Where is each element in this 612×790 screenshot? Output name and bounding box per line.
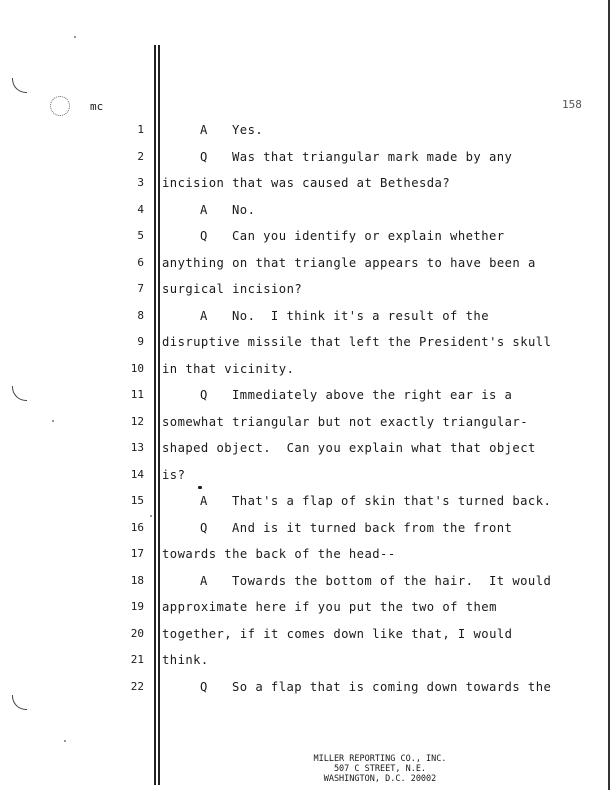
line-number: 7 — [137, 282, 144, 295]
transcript-line — [162, 415, 592, 429]
speck — [64, 740, 66, 742]
reporter-initials: mc — [90, 100, 104, 113]
line-text: towards the back of the head-- — [162, 547, 396, 561]
transcript-line — [162, 627, 592, 641]
line-number: 21 — [130, 653, 144, 666]
line-number: 12 — [130, 414, 144, 428]
line-text: Was that triangular mark made by any — [232, 149, 513, 164]
transcript-line — [162, 441, 592, 455]
line-text: together, if it comes down like that, I would — [162, 626, 513, 641]
right-edge-rule — [608, 0, 610, 790]
speaker-label: A — [200, 308, 208, 323]
reporter-name: MILLER REPORTING CO., INC. — [313, 754, 447, 764]
line-text: somewhat triangular but not exactly triangular- — [162, 414, 529, 429]
speck — [150, 515, 152, 517]
speaker-label: Q — [200, 229, 208, 243]
line-text: anything on that triangle appears to have been a — [162, 255, 536, 270]
line-text: shaped object. Can you explain what that object — [162, 441, 536, 455]
speck — [52, 420, 54, 422]
line-text: No. — [232, 202, 256, 217]
speaker-label: A — [200, 573, 208, 588]
line-number: 15 — [130, 494, 144, 507]
line-number: 4 — [137, 202, 144, 216]
stamp-circle-icon — [50, 96, 70, 116]
page-number: 158 — [562, 98, 582, 111]
line-text: So a flap that is coming down towards the — [232, 679, 552, 694]
transcript-line — [162, 123, 592, 137]
binder-hole-mark — [12, 695, 27, 710]
line-number: 16 — [130, 520, 144, 534]
line-text: surgical incision? — [162, 282, 303, 296]
line-number: 22 — [130, 679, 144, 693]
line-number: 17 — [130, 547, 144, 560]
transcript-line — [162, 176, 592, 190]
transcript-line — [162, 256, 592, 270]
speaker-label: Q — [200, 520, 208, 535]
speaker-label: Q — [200, 149, 208, 164]
transcript-line — [162, 521, 592, 535]
line-number: 3 — [137, 176, 144, 189]
line-number: 11 — [130, 388, 144, 401]
line-number: 1 — [137, 123, 144, 136]
line-number: 8 — [137, 308, 144, 322]
speaker-label: A — [200, 123, 208, 137]
line-number: 2 — [137, 149, 144, 163]
speck — [74, 36, 76, 38]
transcript-line — [162, 335, 592, 349]
reporter-address: 507 C STREET, N.E. — [333, 764, 427, 774]
line-text: in that vicinity. — [162, 361, 295, 376]
transcript-line — [162, 680, 592, 694]
line-number: 9 — [137, 335, 144, 348]
transcript-line — [162, 494, 592, 508]
transcript-line — [162, 203, 592, 217]
transcript-line — [162, 600, 592, 614]
speck — [198, 486, 202, 489]
line-number: 5 — [137, 229, 144, 242]
binder-hole-mark — [12, 78, 27, 93]
transcript-line — [162, 388, 592, 402]
transcript-line — [162, 468, 592, 482]
line-text: And is it turned back from the front — [232, 520, 513, 535]
line-number: 20 — [130, 626, 144, 640]
line-text: incision that was caused at Bethesda? — [162, 176, 451, 190]
transcript-line — [162, 362, 592, 376]
left-margin-rule-inner — [158, 45, 160, 785]
speaker-label: Q — [200, 679, 208, 694]
line-number: 18 — [130, 573, 144, 587]
line-text: Yes. — [232, 123, 264, 137]
transcript-line — [162, 229, 592, 243]
left-margin-rule-outer — [154, 45, 156, 785]
line-text: is? — [162, 467, 186, 482]
line-number: 19 — [130, 600, 144, 613]
transcript-line — [162, 653, 592, 667]
binder-hole-mark — [12, 386, 27, 401]
line-number: 6 — [137, 255, 144, 269]
line-text: Towards the bottom of the hair. It would — [232, 573, 552, 588]
speaker-label: A — [200, 494, 208, 508]
line-number: 13 — [130, 441, 144, 454]
transcript-line — [162, 150, 592, 164]
speaker-label: A — [200, 202, 208, 217]
line-number: 10 — [130, 361, 144, 375]
line-text: No. I think it's a result of the — [232, 308, 489, 323]
line-text: think. — [162, 653, 209, 667]
line-text: That's a flap of skin that's turned back. — [232, 494, 552, 508]
transcript-line — [162, 574, 592, 588]
transcript-line — [162, 309, 592, 323]
line-text: disruptive missile that left the President's skull — [162, 335, 552, 349]
line-text: Can you identify or explain whether — [232, 229, 505, 243]
transcript-line — [162, 547, 592, 561]
line-text: approximate here if you put the two of them — [162, 600, 497, 614]
line-number: 14 — [130, 467, 144, 481]
line-text: Immediately above the right ear is a — [232, 388, 513, 402]
transcript-line — [162, 282, 592, 296]
reporter-city: WASHINGTON, D.C. 20002 — [323, 774, 437, 784]
speaker-label: Q — [200, 388, 208, 402]
